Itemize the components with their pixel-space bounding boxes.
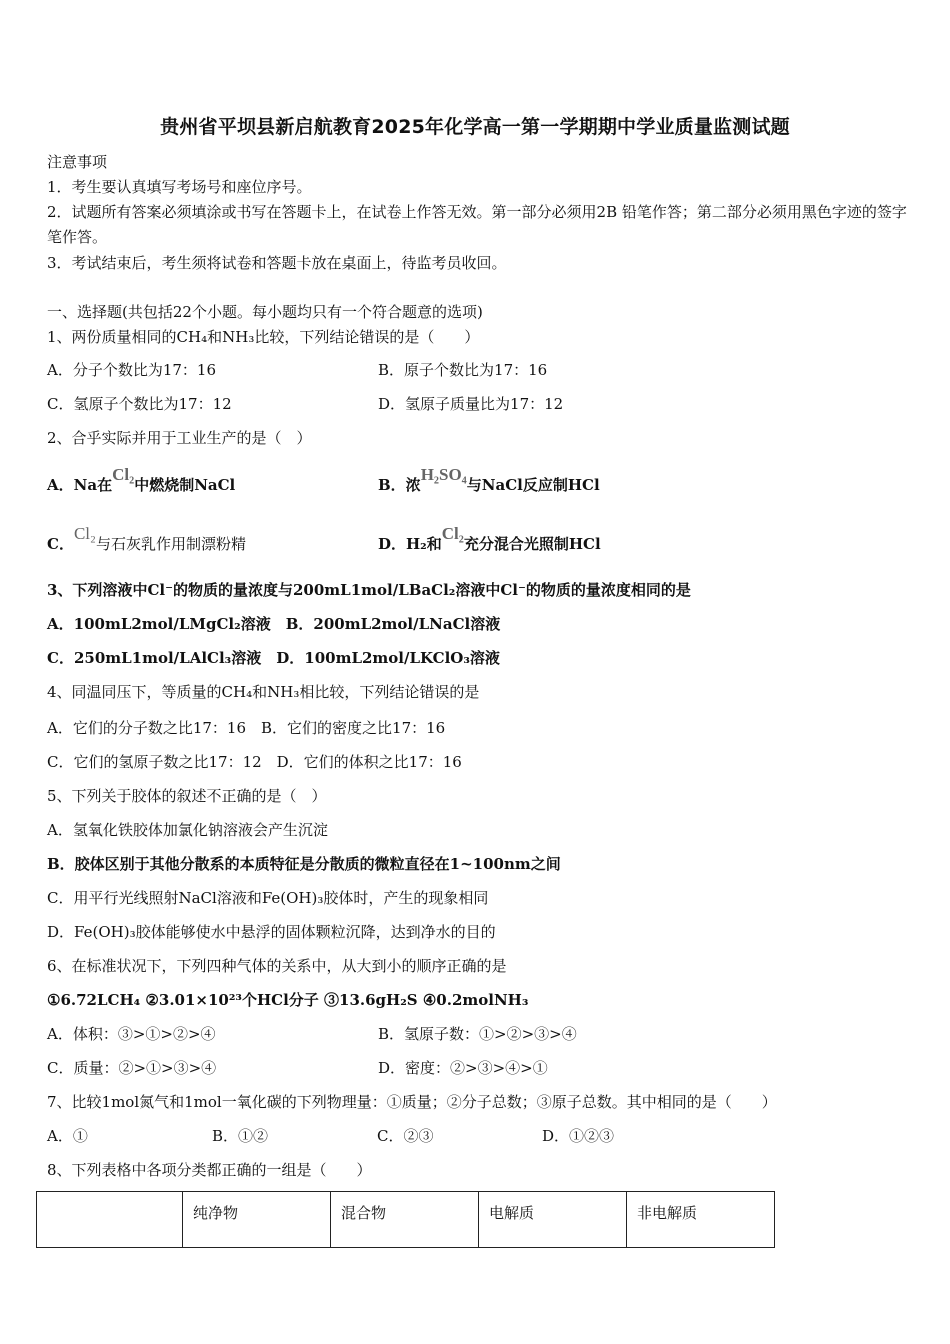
q2-stem: 2、合乎实际并用于工业生产的是（ ） <box>47 429 312 447</box>
q2-option-a <box>47 465 236 495</box>
table-header-cell <box>37 1192 183 1248</box>
q2-option-b <box>378 465 600 495</box>
table-header-cell: 混合物 <box>331 1192 479 1248</box>
q7-option-c: C．②③ <box>377 1127 434 1145</box>
q1-option-b: B．原子个数比为17：16 <box>378 361 548 379</box>
classification-table <box>36 1191 775 1248</box>
q4-options-cd: C．它们的氢原子数之比17：12 D．它们的体积之比17：16 <box>47 753 462 771</box>
notice-item-3: 3．考试结束后，考生须将试卷和答题卡放在桌面上，待监考员收回。 <box>47 254 507 272</box>
q5-option-c: C．用平行光线照射NaCl溶液和Fe(OH)₃胶体时，产生的现象相同 <box>47 889 489 907</box>
notice-heading: 注意事项 <box>47 153 108 171</box>
q2-c-prefix: C． <box>47 535 74 553</box>
q3-options-cd: C．250mL1mol/LAlCl₃溶液 D．100mL2mol/LKClO₃溶液 <box>47 649 500 667</box>
q7-option-d: D．①②③ <box>542 1127 615 1145</box>
q1-stem: 1、两份质量相同的CH₄和NH₃比较，下列结论错误的是（ ） <box>47 328 480 346</box>
q5-option-a: A．氢氧化铁胶体加氯化钠溶液会产生沉淀 <box>47 821 328 839</box>
q3-options-ab: A．100mL2mol/LMgCl₂溶液 B．200mL2mol/LNaCl溶液 <box>47 615 501 633</box>
q6-option-c: C．质量：②>①>③>④ <box>47 1059 217 1077</box>
q4-options-ab: A．它们的分子数之比17：16 B．它们的密度之比17：16 <box>47 719 446 737</box>
q2-b-prefix: B．浓 <box>378 476 421 494</box>
q8-stem: 8、下列表格中各项分类都正确的一组是（ ） <box>47 1161 372 1179</box>
q1-option-c: C．氢原子个数比为17：12 <box>47 395 232 413</box>
q1-option-a: A．分子个数比为17：16 <box>47 361 217 379</box>
table-header-cell: 电解质 <box>479 1192 627 1248</box>
exam-title: 贵州省平坝县新启航教育2025年化学高一第一学期期中学业质量监测试题 <box>160 116 790 138</box>
notice-item-2: 2．试题所有答案必须填涂或书写在答题卡上，在试卷上作答无效。第一部分必须用2B 铅笔作答；第二部分必须用黑色字迹的签字笔作答。 <box>47 203 907 246</box>
q7-option-a: A．① <box>47 1127 88 1145</box>
q5-stem: 5、下列关于胶体的叙述不正确的是（ ） <box>47 787 327 805</box>
q6-gases: ①6.72LCH₄ ②3.01×10²³个HCl分子 ③13.6gH₂S ④0.2molNH₃ <box>47 991 529 1009</box>
q5-option-d: D．Fe(OH)₃胶体能够使水中悬浮的固体颗粒沉降，达到净水的目的 <box>47 923 496 941</box>
q2-c-formula: Cl₂ <box>73 524 96 543</box>
q2-b-suffix: 与NaCl反应制HCl <box>466 476 600 494</box>
q2-d-formula: Cl₂ <box>441 524 464 543</box>
q2-a-formula: Cl₂ <box>112 465 135 484</box>
q2-a-prefix: A．Na在 <box>47 476 113 494</box>
q2-d-prefix: D．H₂和 <box>378 535 442 553</box>
section-heading: 一、选择题(共包括22个小题。每小题均只有一个符合题意的选项) <box>47 303 483 321</box>
q5-option-b: B．胶体区别于其他分散系的本质特征是分散质的微粒直径在1~100nm之间 <box>47 855 561 873</box>
q6-option-a: A．体积：③>①>②>④ <box>47 1025 216 1043</box>
q7-stem: 7、比较1mol氮气和1mol一氧化碳的下列物理量：①质量；②分子总数；③原子总数。其中相同的是（ ） <box>47 1093 777 1111</box>
q6-option-b: B．氢原子数：①>②>③>④ <box>378 1025 577 1043</box>
q4-stem: 4、同温同压下，等质量的CH₄和NH₃相比较，下列结论错误的是 <box>47 683 480 701</box>
q7-option-b: B．①② <box>212 1127 269 1145</box>
q2-c-suffix: 与石灰乳作用制漂粉精 <box>95 535 246 553</box>
q6-option-d: D．密度：②>③>④>① <box>378 1059 548 1077</box>
table-header-row <box>37 1192 775 1248</box>
q3-stem: 3、下列溶液中Cl⁻的物质的量浓度与200mL1mol/LBaCl₂溶液中Cl⁻的物质的量浓度相同的是 <box>47 581 691 599</box>
q2-option-d <box>378 524 601 554</box>
q6-stem: 6、在标准状况下，下列四种气体的关系中，从大到小的顺序正确的是 <box>47 957 507 975</box>
table-header-cell: 纯净物 <box>183 1192 331 1248</box>
q2-d-suffix: 充分混合光照制HCl <box>463 535 601 553</box>
notice-item-1: 1．考生要认真填写考场号和座位序号。 <box>47 178 312 196</box>
table-header-cell: 非电解质 <box>627 1192 775 1248</box>
q2-a-suffix: 中燃烧制NaCl <box>134 476 236 494</box>
q2-b-formula: H₂SO₄ <box>420 465 467 484</box>
q1-option-d: D．氢原子质量比为17：12 <box>378 395 564 413</box>
q2-option-c <box>47 524 246 554</box>
